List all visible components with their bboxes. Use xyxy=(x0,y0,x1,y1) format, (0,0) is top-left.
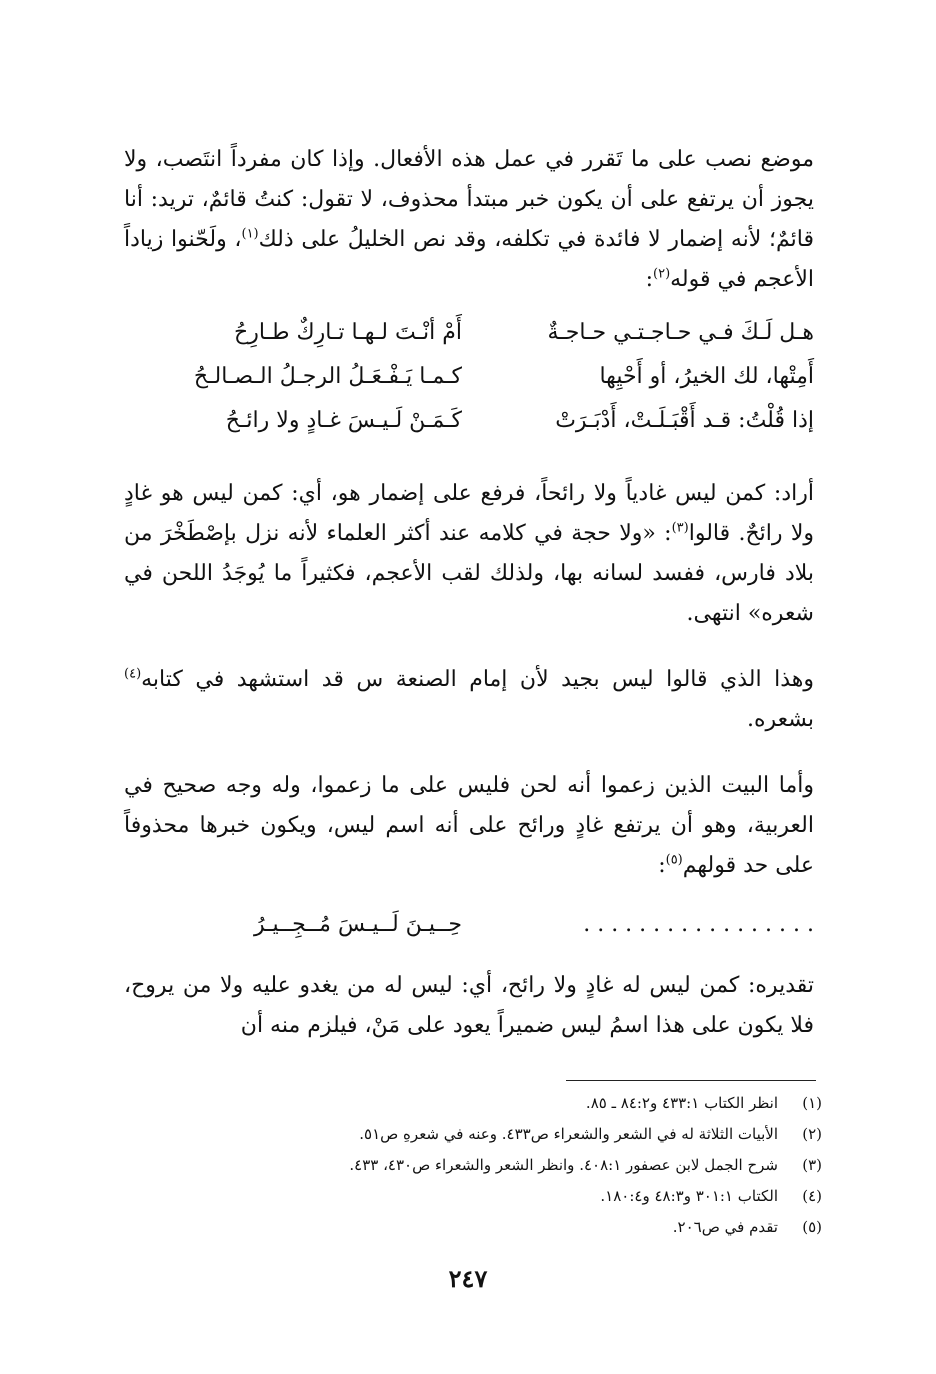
verse-first-hemistich: إذا قُلْتُ: قـد أَقْبَـلَـتْ، أَدْبَـرَتْ xyxy=(555,408,814,433)
footnote-text: انظر الكتاب ٤٣٣:١ و٨٤:٢ ـ ٨٥. xyxy=(585,1094,778,1112)
paragraph-4 xyxy=(124,766,814,886)
poem-verses xyxy=(124,320,814,452)
paragraph-2-text: أراد: كمن ليس غادياً ولا رائحاً، فرفع على إضمار هو، أي: كمن ليس هو غادٍ ولا رائحٌ. قالوا xyxy=(124,481,814,546)
footnote-item xyxy=(132,1212,822,1243)
paragraph-1-text: موضع نصب على ما تَقرر في عمل هذه الأفعال. وإذا كان مفرداً انتَصب، ولا يجوز أن يرتفع على أن يكون خبر مبتدأ محذوف، لا تقول: كنتُ قائمٌ، تريد: أنا قائمٌ؛ لأنه إضمار لا فائدة في تكلفه، وقد نص الخليلُ على ذلك xyxy=(124,147,814,252)
paragraph-2 xyxy=(124,474,814,634)
footnote-separator xyxy=(566,1080,816,1081)
footnote-ref-2[interactable]: (٢) xyxy=(653,266,671,282)
footnote-item xyxy=(132,1150,822,1181)
verse-second-hemistich: حِــيـنَ لَــيـسَ مُــجِــيـرُ xyxy=(253,912,462,937)
paragraph-1 xyxy=(124,140,814,300)
verse-line xyxy=(124,408,814,452)
poem-half-verse xyxy=(124,912,814,956)
footnote-text: شرح الجمل لابن عصفور ٤٠٨:١. وانظر الشعر والشعراء ص٤٣٠، ٤٣٣. xyxy=(349,1156,778,1174)
verse-line xyxy=(124,912,814,956)
paragraph-5-text: تقديره: كمن ليس له غادٍ ولا رائح، أي: ليس له من يغدو عليه ولا من يروح، فلا يكون على هذا اسمُ ليس ضميراً يعود على مَنْ، فيلزم منه أن xyxy=(124,973,814,1038)
footnote-text: تقدم في ص٢٠٦. xyxy=(672,1218,778,1236)
paragraph-3-end: بشعره. xyxy=(746,707,814,732)
footnote-number: (٢) xyxy=(802,1125,822,1143)
paragraph-5 xyxy=(124,966,814,1046)
footnote-number: (٣) xyxy=(802,1156,822,1174)
verse-first-hemistich: هـل لَـكَ فـي حـاجـتـي حـاجـةٌ xyxy=(547,320,814,345)
verse-second-hemistich: كَـمَـنْ لَـيـسَ غـادٍ ولا رائـحُ xyxy=(225,408,462,433)
footnote-text: الكتاب ٣٠١:١ و٤٨:٣ و١٨٠:٤. xyxy=(600,1187,778,1205)
paragraph-3 xyxy=(124,660,814,740)
paragraph-2-end: : «ولا حجة في كلامه عند أكثر العلماء لأنه نزل بإصْطَخْرَ من بلاد فارس، ففسد لسانه بها، ولذلك لقب الأعجم، فكثيراً ما يُوجَدُ اللحن في شعره» انتهى. xyxy=(124,521,814,626)
verse-first-hemistich: أَمِتْها، لك الخيرُ، أو أَحْيِها xyxy=(599,364,814,389)
paragraph-4-text: وأما البيت الذين زعموا أنه لحن فليس على ما زعموا، وله وجه صحيح في العربية، وهو أن يرتفع غادٍ ورائح على أنه اسم ليس، ويكون خبرها محذوفاً على حد قولهم xyxy=(124,773,814,878)
page-number: ٢٤٧ xyxy=(448,1264,488,1293)
footnote-number: (١) xyxy=(802,1094,822,1112)
footnote-item xyxy=(132,1088,822,1119)
paragraph-4-end: : xyxy=(658,853,666,878)
footnote-text: الأبيات الثلاثة له في الشعر والشعراء ص٤٣٣. وعنه في شعرهِ ص٥١. xyxy=(359,1125,778,1143)
footnote-ref-1[interactable]: (١) xyxy=(241,226,259,242)
verse-second-hemistich: أَمْ أنْـتَ لـهـا تـارِكٌ طـارِحُ xyxy=(234,320,462,345)
paragraph-3-text: وهذا الذي قالوا ليس بجيد لأن إمام الصنعة س قد استشهد في كتابه xyxy=(141,667,814,692)
paragraph-1-middle: ، ولَحّنوا زياداً الأعجم في قوله xyxy=(124,227,814,292)
footnote-item xyxy=(132,1119,822,1150)
paragraph-1-end: : xyxy=(645,267,653,292)
verse-line xyxy=(124,364,814,408)
verse-line xyxy=(124,320,814,364)
footnote-number: (٥) xyxy=(802,1218,822,1236)
footnotes xyxy=(132,1088,822,1243)
footnote-ref-5[interactable]: (٥) xyxy=(665,852,683,868)
footnote-ref-4[interactable]: (٤) xyxy=(124,666,142,682)
footnote-number: (٤) xyxy=(802,1187,822,1205)
verse-ellipsis: . . . . . . . . . . . . . . . . . xyxy=(583,912,814,937)
verse-second-hemistich: كـمـا يَـفْـعَـلُ الرجـلُ الـصـالـحُ xyxy=(193,364,462,389)
footnote-item xyxy=(132,1181,822,1212)
footnote-ref-3[interactable]: (٣) xyxy=(671,520,689,536)
